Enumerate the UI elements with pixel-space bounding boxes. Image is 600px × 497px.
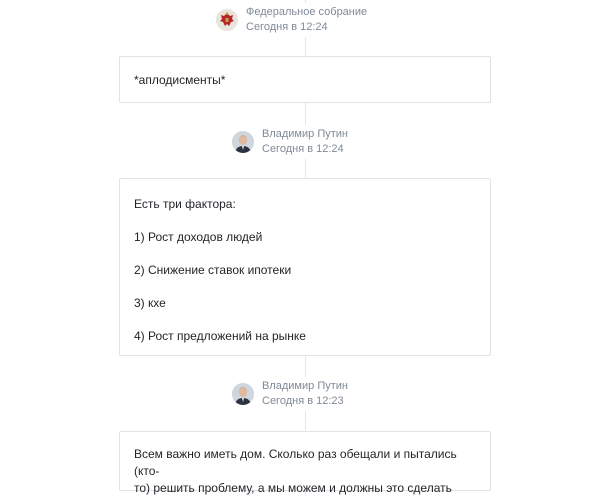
user-avatar-icon[interactable] xyxy=(232,383,254,405)
post-card xyxy=(119,56,491,103)
post-timestamp[interactable]: Сегодня в 12:24 xyxy=(246,21,328,33)
post-text-line: 4) Рост предложений на рынке xyxy=(134,329,306,343)
post-text-line: то) решить проблему, а мы можем и должны это сделать xyxy=(134,481,452,495)
author-name[interactable]: Федеральное собрание xyxy=(246,6,368,18)
user-avatar-icon[interactable] xyxy=(232,131,254,153)
post-card xyxy=(119,431,491,495)
post-text-line: 3) кхе xyxy=(134,296,166,310)
author-name[interactable]: Владимир Путин xyxy=(262,128,348,140)
post-timestamp[interactable]: Сегодня в 12:24 xyxy=(262,143,344,155)
post-header xyxy=(216,3,371,37)
post-text-line: 2) Снижение ставок ипотеки xyxy=(134,263,292,277)
author-name[interactable]: Владимир Путин xyxy=(262,380,348,392)
coat-of-arms-avatar-icon[interactable] xyxy=(216,9,238,31)
post-text-line: Есть три фактора: xyxy=(134,197,236,211)
post-text-line: *аплодисменты* xyxy=(134,73,226,87)
post-header xyxy=(232,125,352,159)
post-text-line: 1) Рост доходов людей xyxy=(134,230,263,244)
post-timestamp[interactable]: Сегодня в 12:23 xyxy=(262,395,344,407)
post-text-line: Всем важно иметь дом. Сколько раз обещали и пытались (кто- xyxy=(134,447,457,478)
post-header xyxy=(232,377,352,411)
post-card xyxy=(119,178,491,356)
